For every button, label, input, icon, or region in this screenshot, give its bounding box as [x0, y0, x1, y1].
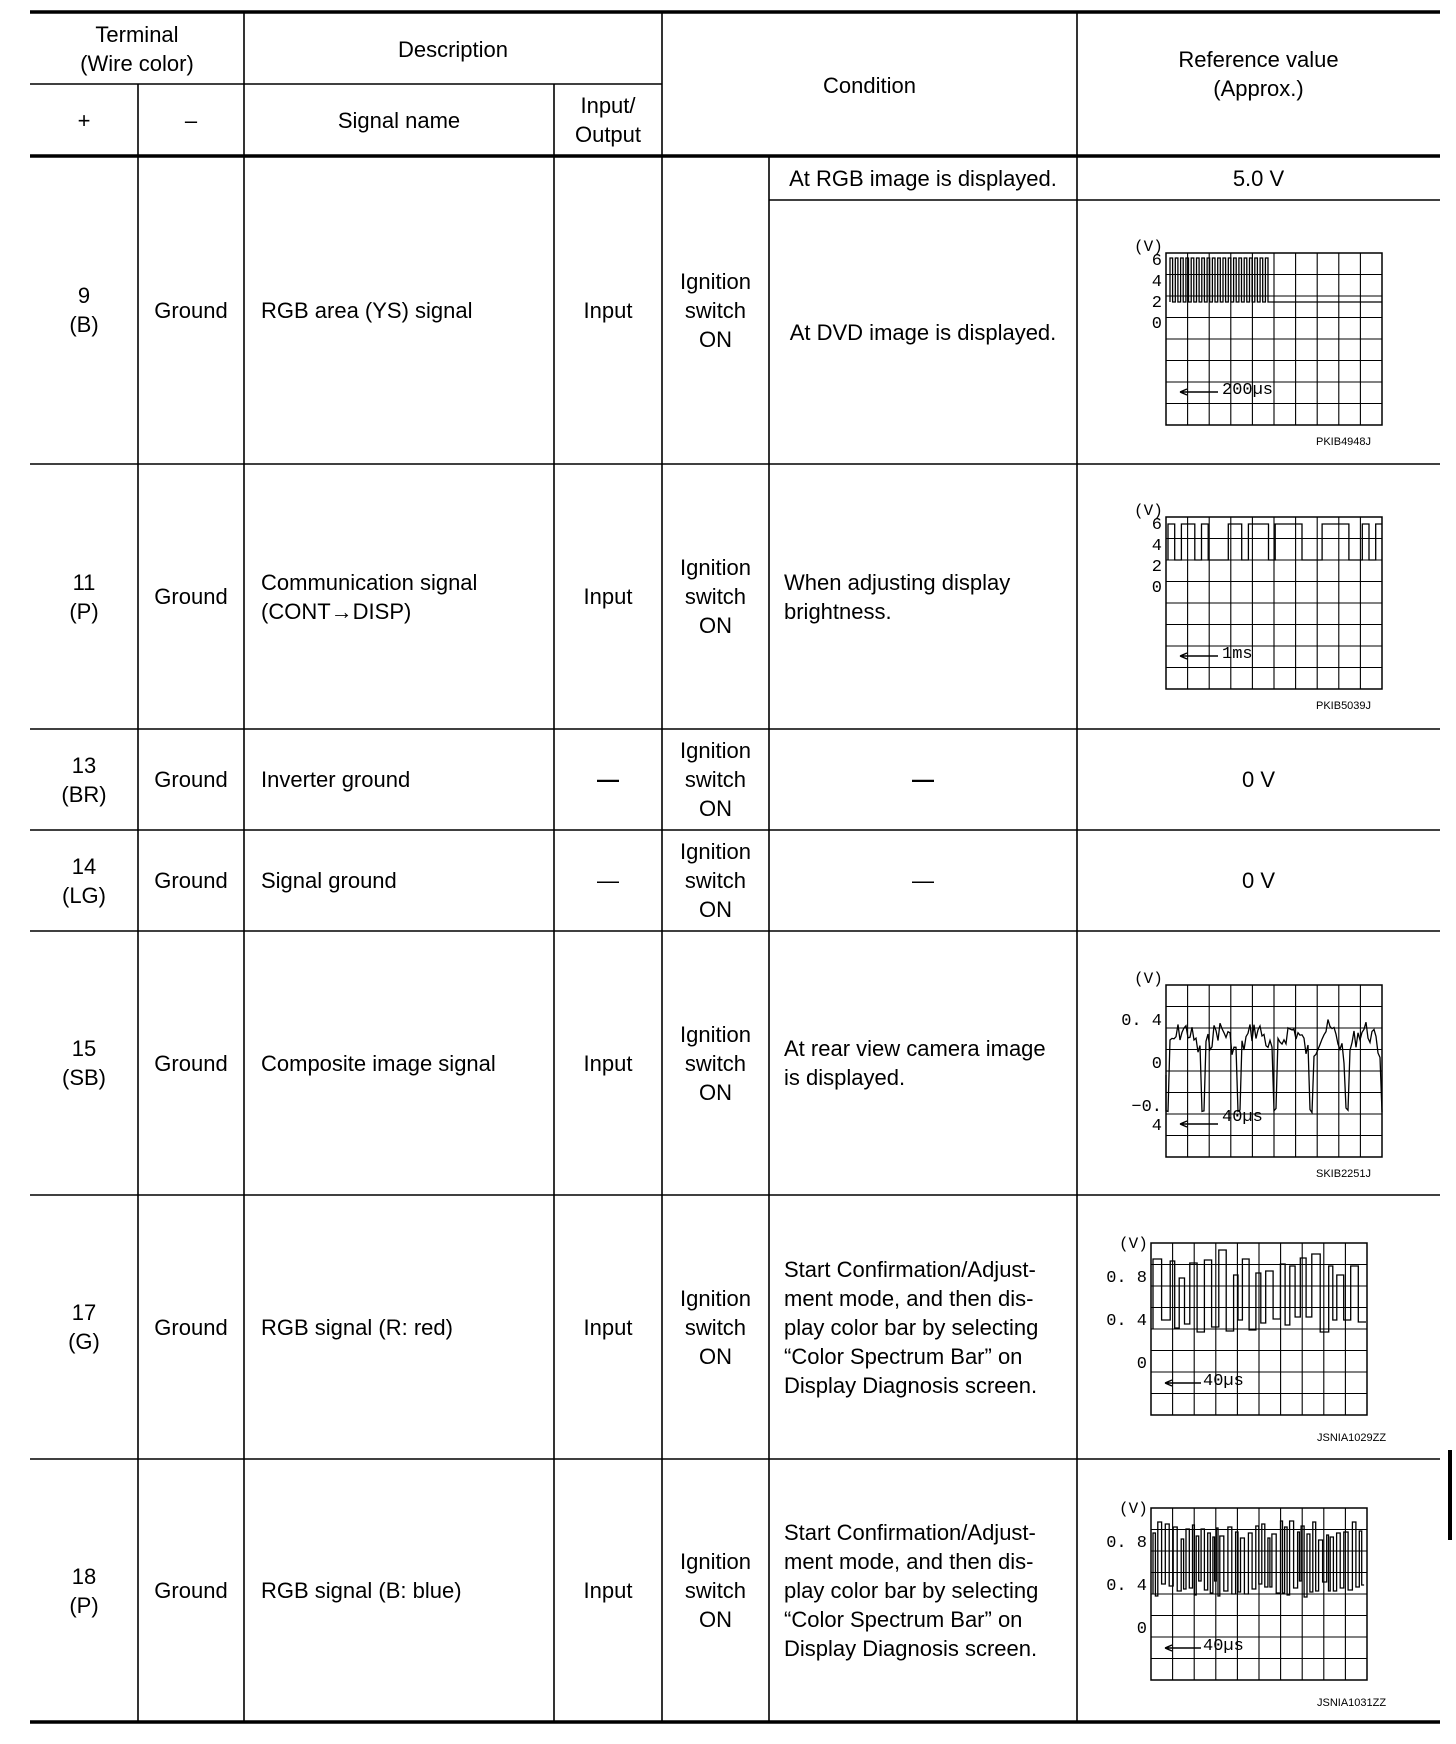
row-13-ground: Ground — [154, 767, 228, 792]
row-18-terminal: 18 (P) — [69, 1563, 99, 1618]
header-terminal: Terminal (Wire color) — [80, 22, 194, 76]
scope-tick: −0. 4 — [1131, 1098, 1162, 1136]
scope-rgb-red — [1105, 1225, 1405, 1455]
figure-code: SKIB2251J — [1316, 1168, 1372, 1180]
row-15-subcondition: At rear view camera image is displayed. — [784, 1036, 1046, 1090]
scope-unit: (V) — [1134, 502, 1163, 520]
row-11-condition: Ignition switch ON — [680, 555, 751, 638]
scope-tick: 4 — [1151, 273, 1162, 292]
page-edge-marker — [1448, 1450, 1452, 1540]
row-18-subcondition: Start Confirmation/Adjust- ment mode, and then dis- play color bar by selecting “Color Spectrum Bar” on Display Diagnosis screen. — [784, 1520, 1039, 1661]
row-17-io: Input — [583, 1314, 633, 1340]
scope-tick: 2 — [1151, 294, 1162, 313]
row-15-terminal: 15 (SB) — [62, 1036, 106, 1090]
scope-tick: 2 — [1151, 558, 1162, 577]
scope-time: 1ms — [1222, 645, 1253, 664]
row-18-io: Input — [583, 1578, 633, 1603]
scope-unit: (V) — [1134, 970, 1163, 988]
row-13-subcondition: — — [912, 767, 934, 792]
scope-rgb-blue — [1105, 1490, 1405, 1720]
row-9-condition: Ignition switch ON — [680, 268, 751, 352]
row-15-io: Input — [583, 1050, 633, 1076]
scope-composite — [1120, 960, 1390, 1190]
scope-time: 40µs — [1203, 1372, 1244, 1391]
row-9-subcondition-2: At DVD image is displayed. — [789, 319, 1057, 345]
header-signal-name: Signal name — [337, 107, 461, 133]
row-13-reference: 0 V — [1241, 767, 1276, 792]
row-18-signal: RGB signal (B: blue) — [261, 1578, 462, 1603]
row-11-subcondition: When adjusting display brightness. — [784, 569, 1011, 624]
scope-tick: 6 — [1151, 252, 1162, 271]
row-14-subcondition: — — [912, 868, 934, 893]
row-13-condition: Ignition switch ON — [680, 738, 751, 821]
row-11-terminal: 11 (P) — [69, 569, 99, 624]
scope-rgb-area — [1120, 228, 1390, 458]
scope-tick: 6 — [1151, 516, 1162, 535]
scope-unit: (V) — [1119, 1235, 1148, 1253]
header-reference: Reference value (Approx.) — [1178, 47, 1339, 101]
row-11-ground: Ground — [154, 584, 228, 609]
scope-tick: 0 — [1136, 1355, 1147, 1374]
row-14-io: — — [597, 868, 619, 893]
scope-tick: 0. 8 — [1106, 1269, 1147, 1288]
row-9-terminal: 9 (B) — [69, 283, 99, 337]
scope-unit: (V) — [1119, 1500, 1148, 1518]
row-14-condition: Ignition switch ON — [680, 839, 751, 922]
figure-code: PKIB5039J — [1316, 700, 1372, 712]
figure-code: JSNIA1031ZZ — [1317, 1697, 1387, 1709]
row-13-signal: Inverter ground — [261, 767, 411, 792]
row-11-io: Input — [583, 584, 633, 609]
row-9-io: Input — [583, 297, 633, 323]
scope-communication — [1120, 492, 1390, 722]
row-17-signal: RGB signal (R: red) — [261, 1314, 453, 1340]
row-14-terminal: 14 (LG) — [62, 853, 106, 908]
scope-tick: 0 — [1136, 1620, 1147, 1639]
header-plus: + — [77, 107, 91, 133]
row-18-condition: Ignition switch ON — [680, 1549, 751, 1632]
row-9-signal: RGB area (YS) signal — [261, 297, 473, 323]
scope-unit: (V) — [1134, 238, 1163, 256]
header-io: Input/ Output — [574, 93, 642, 147]
row-9-subcondition-1: At RGB image is displayed. — [789, 165, 1057, 191]
row-9-reference-1: 5.0 V — [1232, 165, 1285, 191]
row-15-signal: Composite image signal — [261, 1050, 496, 1076]
row-18-ground: Ground — [154, 1578, 228, 1603]
scope-tick: 0 — [1151, 1055, 1162, 1074]
header-description: Description — [397, 36, 509, 62]
scope-tick: 0 — [1151, 315, 1162, 334]
scope-tick: 0 — [1151, 579, 1162, 598]
scope-time: 40µs — [1222, 1108, 1263, 1127]
row-13-io: — — [597, 767, 619, 792]
row-9-ground: Ground — [154, 297, 228, 323]
header-minus: – — [184, 107, 198, 133]
row-14-ground: Ground — [154, 868, 228, 893]
row-14-reference: 0 V — [1241, 868, 1276, 893]
scope-tick: 0. 4 — [1121, 1012, 1162, 1031]
row-15-ground: Ground — [154, 1050, 228, 1076]
figure-code: JSNIA1029ZZ — [1317, 1432, 1387, 1444]
row-17-ground: Ground — [154, 1314, 228, 1340]
scope-time: 200µs — [1222, 381, 1274, 400]
scope-tick: 0. 4 — [1106, 1577, 1147, 1596]
row-17-subcondition: Start Confirmation/Adjust- ment mode, and then dis- play color bar by selecting “Color Spectrum Bar” on Display Diagnosis screen. — [784, 1256, 1039, 1398]
row-17-terminal: 17 (G) — [68, 1300, 100, 1354]
header-condition: Condition — [823, 72, 916, 98]
scope-tick: 0. 4 — [1106, 1312, 1147, 1331]
row-17-condition: Ignition switch ON — [680, 1285, 751, 1369]
scope-time: 40µs — [1203, 1637, 1244, 1656]
row-11-signal: Communication signal (CONT→DISP) — [261, 569, 478, 624]
figure-code: PKIB4948J — [1316, 436, 1372, 448]
scope-tick: 4 — [1151, 537, 1162, 556]
scope-tick: 0. 8 — [1106, 1534, 1147, 1553]
row-13-terminal: 13 (BR) — [61, 752, 107, 807]
row-15-condition: Ignition switch ON — [680, 1021, 751, 1105]
row-14-signal: Signal ground — [261, 868, 397, 893]
